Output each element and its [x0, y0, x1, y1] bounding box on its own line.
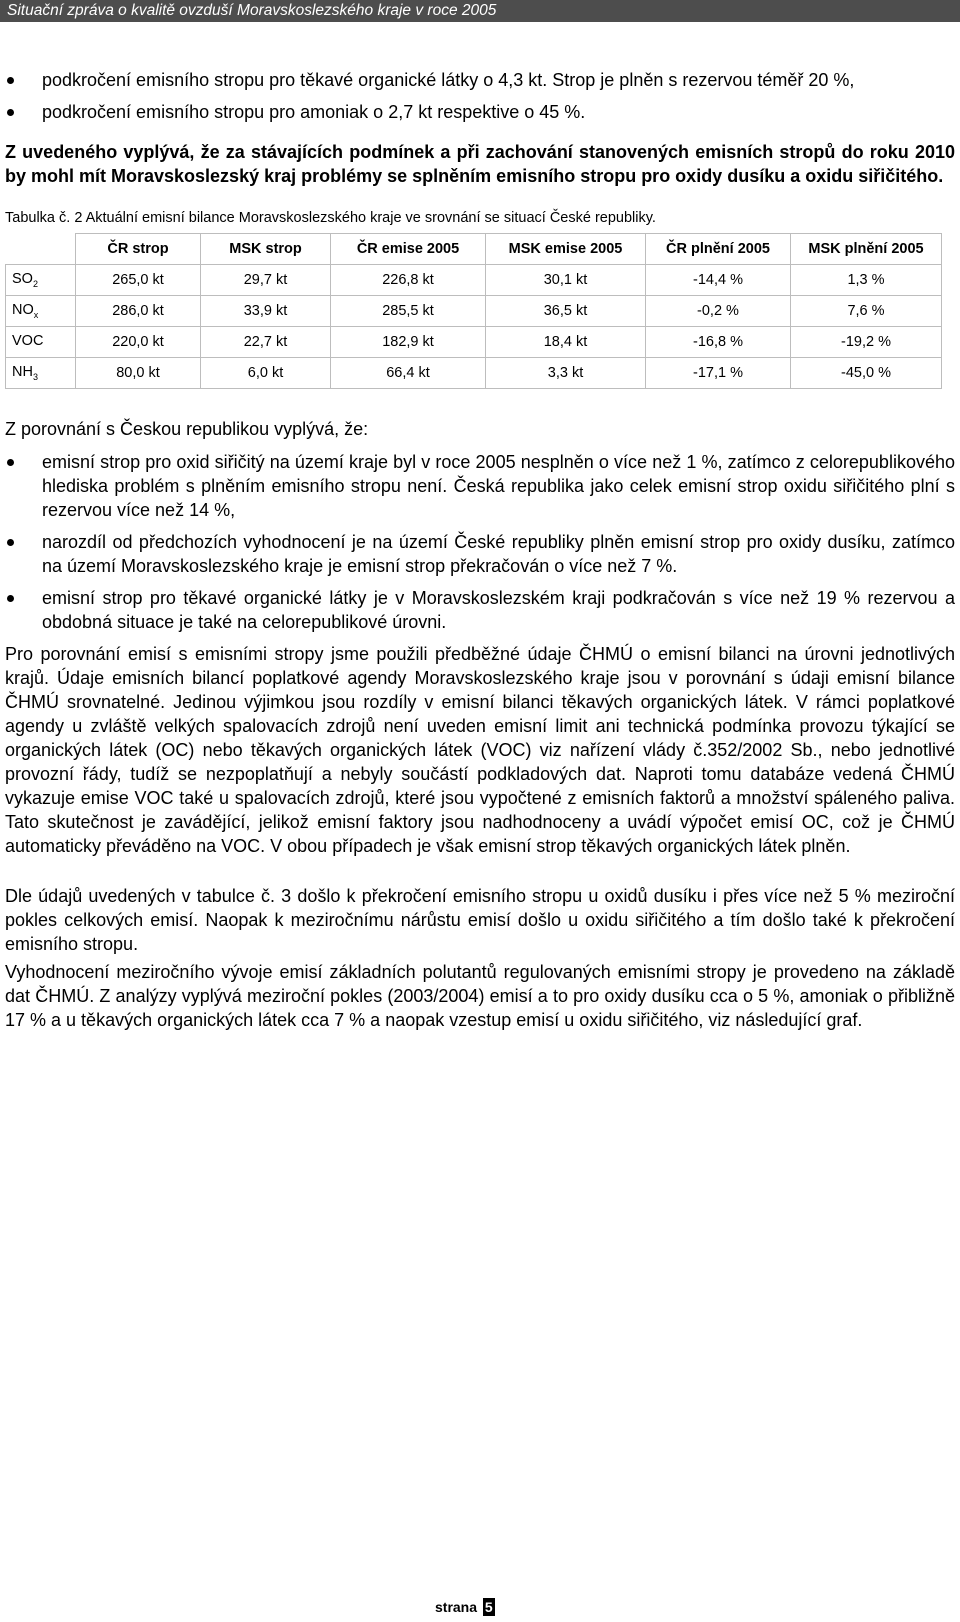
- list-item: emisní strop pro těkavé organické látky je v Moravskoslezském kraji podkračován s více než 19 % rezervou a obdobná situace je také na celorepublikové úrovni.: [5, 586, 955, 634]
- table-cell: -0,2 %: [646, 296, 791, 327]
- column-header: MSK emise 2005: [486, 234, 646, 265]
- column-header: MSK plnění 2005: [791, 234, 942, 265]
- pollutant-cell: VOC: [6, 327, 76, 358]
- page-number: 5: [484, 1599, 493, 1615]
- paragraph-table3: Dle údajů uvedených v tabulce č. 3 došlo k překročení emisního stropu u oxidů dusíku i přes více než 5 % meziroční pokles celkových emisí. Naopak k meziročnímu nárůstu emisí došlo u oxidu siřičitého a tím došlo také k překročení emisního stropu.: [5, 886, 955, 954]
- pollutant-cell: $NO_x$: [6, 296, 76, 327]
- table-header-row: [6, 234, 942, 265]
- table-cell: 29,7 kt: [201, 265, 331, 296]
- column-header: ČR emise 2005: [331, 234, 486, 265]
- paragraph-trend: Vyhodnocení meziročního vývoje emisí základních polutantů regulovaných emisními stropy je provedeno na základě dat ČHMÚ. Z analýzy vyplývá meziroční pokles (2003/2004) emisí a to pro oxidy dusíku cca o 5 %, amoniak o přibližně 17 % a u těkavých organických látek cca 7 % a naopak vzestup emisí u oxidu siřičitého, viz následující graf.: [5, 962, 955, 1030]
- table-cell: 286,0 kt: [76, 296, 201, 327]
- table-cell: 6,0 kt: [201, 358, 331, 389]
- table-cell: 22,7 kt: [201, 327, 331, 358]
- table-cell: 7,6 %: [791, 296, 942, 327]
- page-footer: [435, 1598, 495, 1616]
- column-header: ČR plnění 2005: [646, 234, 791, 265]
- table-cell: 80,0 kt: [76, 358, 201, 389]
- table-cell: 182,9 kt: [331, 327, 486, 358]
- table-cell: 36,5 kt: [486, 296, 646, 327]
- list-item: podkročení emisního stropu pro těkavé organické látky o 4,3 kt. Strop je plněn s rezervou téměř 20 %,: [5, 68, 955, 92]
- table-cell: 30,1 kt: [486, 265, 646, 296]
- table-cell: 33,9 kt: [201, 296, 331, 327]
- pollutant-cell: $SO_2$: [6, 265, 76, 296]
- column-header: MSK strop: [201, 234, 331, 265]
- comparison-bullet-list: [5, 450, 955, 634]
- table-cell: -45,0 %: [791, 358, 942, 389]
- table-row: [6, 358, 942, 389]
- document-header: Situační zpráva o kvalitě ovzduší Moravskoslezského kraje v roce 2005: [0, 0, 960, 22]
- footer-label: strana: [435, 1599, 478, 1615]
- page-content: [5, 68, 955, 1032]
- table-row: [6, 296, 942, 327]
- table-cell: 3,3 kt: [486, 358, 646, 389]
- table-cell: 226,8 kt: [331, 265, 486, 296]
- column-header: ČR strop: [76, 234, 201, 265]
- table-cell: 285,5 kt: [331, 296, 486, 327]
- list-item: podkročení emisního stropu pro amoniak o 2,7 kt respektive o 45 %.: [5, 100, 955, 124]
- table-cell: 220,0 kt: [76, 327, 201, 358]
- table-cell: 66,4 kt: [331, 358, 486, 389]
- summary-paragraph: Z uvedeného vyplývá, že za stávajících podmínek a při zachování stanovených emisních stropů do roku 2010 by mohl mít Moravskoslezský kraj problémy se splněním emisního stropu pro oxidy dusíku a oxidu siřičitého.: [5, 142, 955, 186]
- table-cell: -14,4 %: [646, 265, 791, 296]
- table-row: [6, 265, 942, 296]
- table-cell: -17,1 %: [646, 358, 791, 389]
- list-item: narozdíl od předchozích vyhodnocení je na území České republiky plněn emisní strop pro oxidy dusíku, zatímco na území Moravskoslezského kraje je emisní strop překračován o více než 7 %.: [5, 530, 955, 578]
- top-bullet-list: [5, 68, 955, 124]
- comparison-intro: Z porovnání s Českou republikou vyplývá, že:: [5, 419, 369, 439]
- table-row: [6, 327, 942, 358]
- table-cell: 1,3 %: [791, 265, 942, 296]
- table-cell: 265,0 kt: [76, 265, 201, 296]
- table-cell: -19,2 %: [791, 327, 942, 358]
- table-caption: Tabulka č. 2 Aktuální emisní bilance Moravskoslezského kraje ve srovnání se situací České republiky.: [5, 210, 656, 226]
- pollutant-cell: $NH_3$: [6, 358, 76, 389]
- emission-table: [5, 233, 942, 389]
- table-cell: -16,8 %: [646, 327, 791, 358]
- table-corner: [6, 234, 76, 265]
- list-item: emisní strop pro oxid siřičitý na území kraje byl v roce 2005 nesplněn o více než 1 %, zatímco z celorepublikového hlediska problém s plněním emisního stropu není. Česká republika jako celek emisní strop oxidu siřičitého plní s rezervou více než 14 %,: [5, 450, 955, 522]
- paragraph-methodology: Pro porovnání emisí s emisními stropy jsme použili předběžné údaje ČHMÚ o emisní bilanci na úrovni jednotlivých krajů. Údaje emisních bilancí poplatkové agendy Moravskoslezského kraje jsou v porovnání s údaji emisní bilance ČHMÚ srovnatelné. Jedinou výjimkou jsou rozdíly v emisní bilanci těkavých organických látek. V rámci poplatkové agendy u zvláště velkých spalovacích zdrojů není uveden emisní limit ani technická podmínka provozu týkající se organických látek (OC) nebo těkavých organických látek (VOC) viz nařízení vlády č.352/2002 Sb., nebo jednotlivé provozní řády, tudíž se nezpoplatňují a nebyly součástí podkladových dat. Naproti tomu databáze vedená ČHMÚ vykazuje emise VOC také u spalovacích zdrojů, které jsou vypočtené z emisních faktorů a množství spáleného paliva. Tato skutečnost je zavádějící, jelikož emisní faktory jsou nadhodnoceny a uvádí výpočet emisí OC, což je ČHMÚ automaticky převáděno na VOC. V obou případech je však emisní strop těkavých organických látek plněn.: [5, 644, 955, 856]
- table-cell: 18,4 kt: [486, 327, 646, 358]
